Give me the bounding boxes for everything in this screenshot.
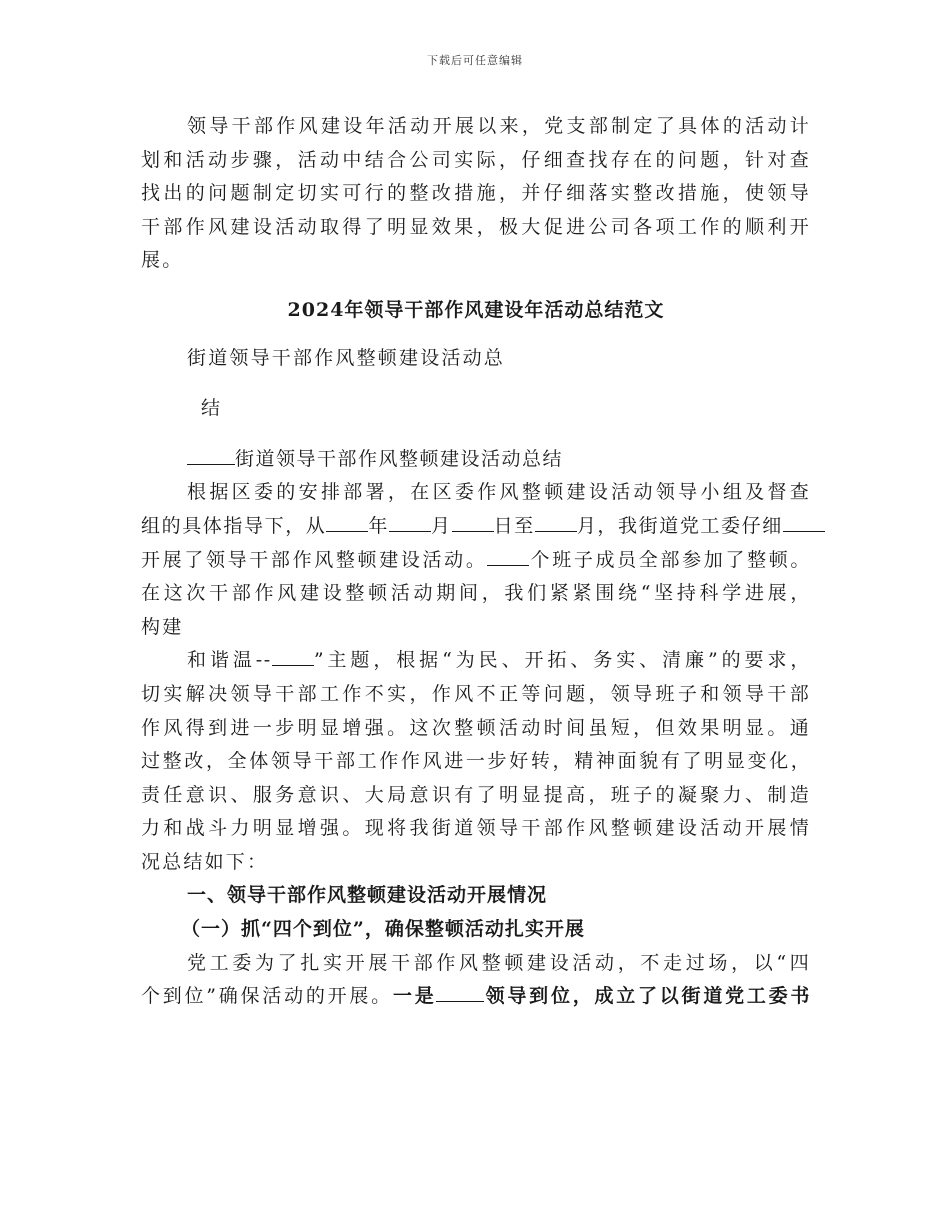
subtitle-part-1: 街道领导干部作风整顿建设活动总	[187, 346, 506, 369]
intro-line-3: 找出的问题制定切实可行的整改措施，并仔细落实整改措施，使领导	[141, 182, 811, 205]
intro-line-4: 干部作风建设活动取得了明显效果，极大促进公司各项工作的顺利开	[141, 215, 811, 238]
blank-field	[487, 549, 529, 566]
subtitle-part-2: 结	[201, 397, 222, 420]
blank-field	[436, 985, 484, 1002]
body3-line-2-b: 一是	[392, 985, 437, 1008]
body3-line-1: 党工委为了扎实开展干部作风整顿建设活动，不走过场，以“四	[187, 951, 811, 974]
blank-field	[272, 649, 314, 666]
body1-line-2-b: 年	[368, 514, 390, 537]
body3-line-2-a: 个到位”确保活动的开展。	[141, 985, 393, 1008]
body-paragraph-2	[141, 644, 811, 879]
subheading-text: 街道领导干部作风整顿建设活动总结	[235, 447, 564, 470]
body-paragraph-1	[141, 476, 811, 644]
blank-field	[783, 515, 825, 532]
body2-line-1-b: ”主题，根据“为民、开拓、务实、清廉”的要求，	[313, 649, 811, 672]
body1-line-3	[141, 544, 811, 578]
body1-line-1: 根据区委的安排部署，在区委作风整顿建设活动领导小组及督查	[187, 481, 811, 504]
blank-field	[187, 448, 235, 465]
body1-line-2-d: 日至	[493, 514, 535, 537]
document-body	[141, 110, 811, 1014]
intro-paragraph	[141, 110, 811, 278]
body1-line-2-c: 月	[431, 514, 452, 537]
body1-line-2-a: 组的具体指导下，从	[141, 514, 327, 537]
blank-field	[326, 515, 368, 532]
body2-line-7: 况总结如下：	[141, 850, 269, 873]
blank-field	[535, 515, 577, 532]
intro-line-5: 展。	[141, 249, 184, 272]
body1-line-4: 在这次干部作风建设整顿活动期间，我们紧紧围绕“坚持科学进展，	[141, 582, 811, 605]
body1-line-5: 构建	[141, 615, 184, 638]
subheading-line	[141, 443, 811, 477]
body1-line-2-e: 月，我街道党工委仔细	[576, 514, 783, 537]
body2-line-5: 责任意识、服务意识、大局意识有了明显提高，班子的凝聚力、制造	[141, 783, 811, 806]
section-subheading-1: （一）抓“四个到位”，确保整顿活动扎实开展	[181, 918, 585, 941]
blank-field	[389, 515, 431, 532]
body3-line-2	[141, 980, 811, 1014]
body2-line-4: 过整改，全体领导干部工作作风进一步好转，精神面貌有了明显变化，	[141, 750, 811, 773]
document-title: 2024年领导干部作风建设年活动总结范文	[287, 298, 665, 321]
blank-field	[452, 515, 494, 532]
body3-line-2-c: 领导到位，成立了以街道党工委书	[484, 985, 811, 1008]
body1-line-3-a: 开展了领导干部作风整顿建设活动。	[141, 548, 488, 571]
body1-line-3-b: 个班子成员全部参加了整顿。	[529, 548, 811, 571]
body2-line-2: 切实解决领导干部工作不实，作风不正等问题，领导班子和领导干部	[141, 682, 811, 705]
body2-line-1-a: 和谐温--	[187, 649, 272, 672]
body2-line-6: 力和战斗力明显增强。现将我街道领导干部作风整顿建设活动开展情	[141, 817, 811, 840]
body-paragraph-3	[141, 947, 811, 1014]
page-header: 下载后可任意编辑	[427, 54, 523, 67]
body1-line-2	[141, 510, 811, 544]
intro-line-2: 划和活动步骤，活动中结合公司实际，仔细查找存在的问题，针对查	[141, 148, 811, 171]
body2-line-1	[141, 644, 811, 678]
section-heading-1: 一、领导干部作风整顿建设活动开展情况	[187, 884, 548, 907]
intro-line-1: 领导干部作风建设年活动开展以来，党支部制定了具体的活动计	[187, 115, 811, 137]
body2-line-3: 作风得到进一步明显增强。这次整顿活动时间虽短，但效果明显。通	[141, 716, 811, 739]
